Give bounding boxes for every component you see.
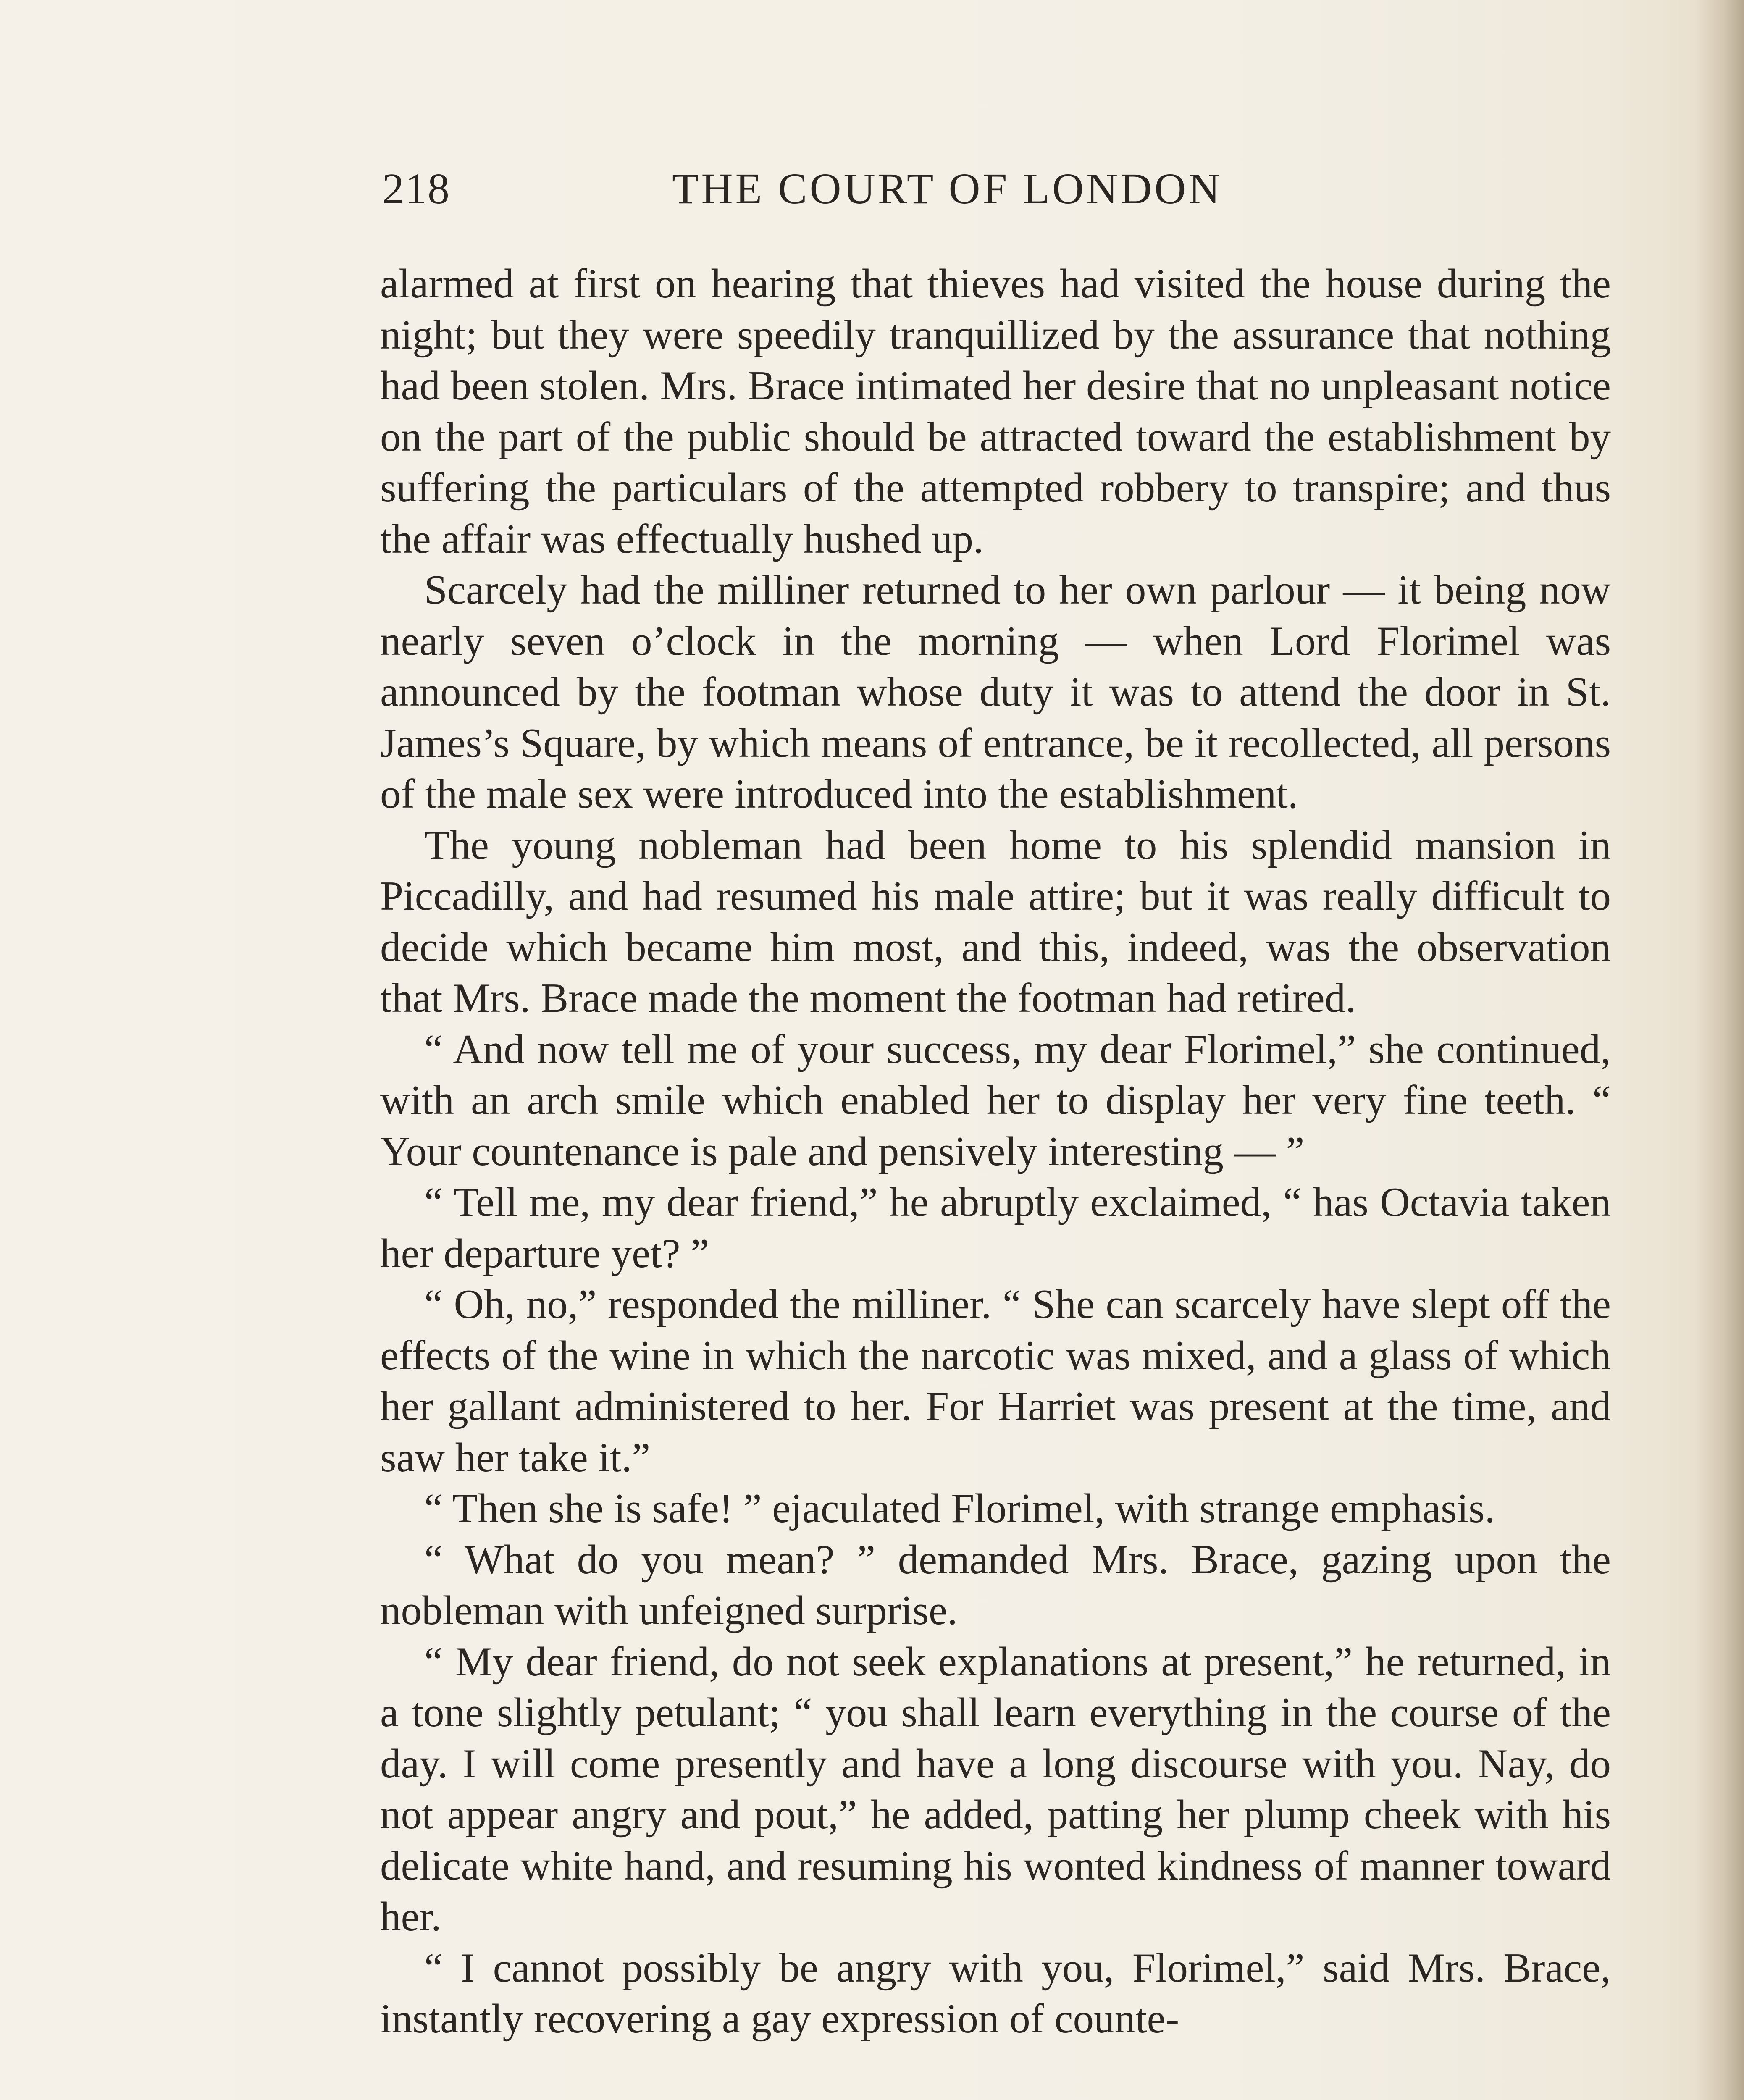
running-head: THE COURT OF LONDON [672,165,1223,213]
paragraph: The young nobleman had been home to his splendid mansion in Piccadilly, and had resumed his male attire; but it was really difficult to decide which became him most, and this, indeed, was the observation that Mrs. Brace made the moment the footman had retired. [380,822,1611,1021]
paragraph: “ What do you mean? ” demanded Mrs. Brace, gazing upon the nobleman with unfeigned surprise. [380,1536,1611,1633]
page-number: 218 [382,165,450,213]
paragraph: “ Tell me, my dear friend,” he abruptly exclaimed, “ has Octavia taken her departure yet? ” [380,1179,1611,1276]
paragraph: “ I cannot possibly be angry with you, Florimel,” said Mrs. Brace, instantly recovering a gay expression of counte- [380,1945,1611,2042]
body-text [380,258,1611,2045]
paragraph: “ My dear friend, do not seek explanations at present,” he returned, in a tone slightly petulant; “ you shall learn everything in the course of the day. I will come presently and have a long discourse with you. Nay, do not appear angry and pout,” he added, patting her plump cheek with his delicate white hand, and resuming his wonted kindness of manner toward her. [380,1638,1611,1940]
page-edge-shadow [1694,0,1744,2100]
paragraph: “ Oh, no,” responded the milliner. “ She can scarcely have slept off the effects of the wine in which the narcotic was mixed, and a glass of which her gallant administered to her. For Harriet was present at the time, and saw her take it.” [380,1281,1611,1480]
paragraph: “ Then she is safe! ” ejaculated Florimel, with strange emphasis. [424,1486,1495,1531]
page-header [382,164,1609,227]
paragraph: “ And now tell me of your success, my dear Florimel,” she continued, with an arch smile which enabled her to display her very fine teeth. “ Your countenance is pale and pensively interesting — ” [380,1026,1611,1174]
paragraph: Scarcely had the milliner returned to her own parlour — it being now nearly seven o’clock in the morning — when Lord Florimel was announced by the footman whose duty it was to attend the door in St. James’s Square, by which means of entrance, be it recollected, all persons of the male sex were introduced into the establishment. [380,567,1611,817]
paragraph: alarmed at first on hearing that thieves had visited the house during the night; but they were speedily tranquillized by the assurance that nothing had been stolen. Mrs. Brace intimated her desire that no unpleasant notice on the part of the public should be attracted toward the establishment by suffering the particulars of the attempted robbery to transpire; and thus the affair was effectually hushed up. [380,261,1611,562]
